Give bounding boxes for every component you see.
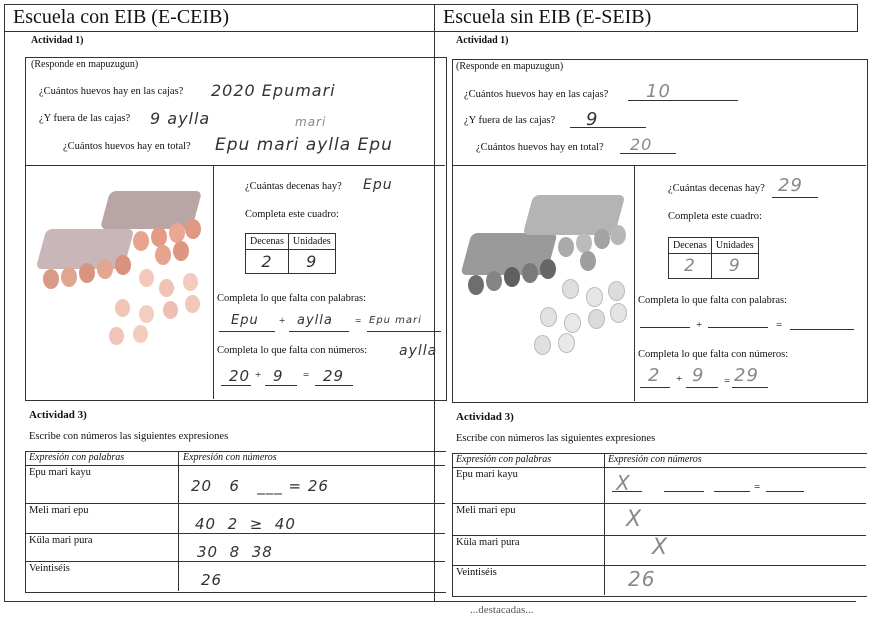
left-row1-words: Meli mari epu xyxy=(29,505,89,516)
right-val-unidades: 9 xyxy=(711,254,758,279)
left-decenas-answer: Epu xyxy=(363,177,393,193)
left-instruction: (Responde en mapuzugun) xyxy=(31,59,139,70)
right-instruction: (Responde en mapuzugun) xyxy=(456,61,564,72)
left-pal-plus: + xyxy=(279,315,286,327)
left-val-unidades: 9 xyxy=(288,250,335,274)
left-completa-cuadro: Completa este cuadro: xyxy=(245,209,339,220)
right-row2-words: Küla mari pura xyxy=(456,537,520,548)
right-num-c: 29 xyxy=(734,365,759,386)
right-pal-equals: = xyxy=(776,319,783,331)
left-q3: ¿Cuántos huevos hay en total? xyxy=(63,141,191,152)
left-eggs-image xyxy=(35,181,210,356)
left-pal-b: aylla xyxy=(297,313,333,328)
right-th-words: Expresión con palabras xyxy=(456,454,552,465)
left-num-c: 29 xyxy=(323,367,345,385)
right-q3: ¿Cuántos huevos hay en total? xyxy=(476,142,604,153)
right-row1-words: Meli mari epu xyxy=(456,505,516,516)
header-right-title: Escuela sin EIB (E-SEIB) xyxy=(443,6,652,28)
left-num-equals: = xyxy=(303,369,310,381)
right-q1-answer: 10 xyxy=(646,81,671,102)
right-decenas-unidades-table xyxy=(668,237,759,279)
left-row3-words: Veintiséis xyxy=(29,563,70,574)
right-row3-words: Veintiséis xyxy=(456,567,497,578)
right-col-decenas: Decenas xyxy=(669,238,712,254)
right-row0-words: Epu mari kayu xyxy=(456,469,518,480)
left-palabras-label: Completa lo que falta con palabras: xyxy=(217,293,366,304)
right-completa-cuadro: Completa este cuadro: xyxy=(668,211,762,222)
header-left-cell xyxy=(4,4,435,32)
left-num-b: 9 xyxy=(273,367,284,385)
left-val-decenas: 2 xyxy=(246,250,289,274)
right-numeros-label: Completa lo que falta con números: xyxy=(638,349,789,360)
left-th-words: Expresión con palabras xyxy=(29,452,125,463)
right-row0-answer: X xyxy=(616,471,631,495)
left-worksheet xyxy=(5,31,438,601)
left-num-a: 20 xyxy=(229,367,251,385)
header-left-title: Escuela con EIB (E-CEIB) xyxy=(13,6,230,28)
left-q1: ¿Cuántos huevos hay en las cajas? xyxy=(39,86,184,97)
right-pal-plus: + xyxy=(696,319,703,331)
bottom-border xyxy=(4,601,856,602)
left-q3-answer: Epu mari aylla Epu xyxy=(215,135,393,155)
right-th-numbers: Expresión con números xyxy=(608,454,702,465)
right-num-plus: + xyxy=(676,373,683,385)
right-row1-answer: X xyxy=(626,507,643,532)
left-col-unidades: Unidades xyxy=(288,234,335,250)
left-q2-faint: mari xyxy=(295,115,327,129)
left-pal-a: Epu xyxy=(231,313,259,328)
left-q1-answer: 2020 Epumari xyxy=(211,81,336,100)
right-act3-title: Actividad 3) xyxy=(456,411,514,423)
right-eggs-image xyxy=(462,183,632,363)
right-q1: ¿Cuántos huevos hay en las cajas? xyxy=(464,89,609,100)
left-q2-answer: 9 aylla xyxy=(150,109,211,128)
right-q3-answer: 20 xyxy=(630,135,653,154)
right-num-b: 9 xyxy=(692,365,705,386)
left-q2: ¿Y fuera de las cajas? xyxy=(39,113,131,124)
right-worksheet xyxy=(436,31,868,601)
right-num-a: 2 xyxy=(648,365,661,386)
right-row3-answer: 26 xyxy=(628,567,656,591)
right-act1-title: Actividad 1) xyxy=(456,35,509,46)
left-col-decenas: Decenas xyxy=(246,234,289,250)
left-row0-words: Epu mari kayu xyxy=(29,467,91,478)
footer-cut-text: ...destacadas... xyxy=(470,604,534,616)
right-palabras-label: Completa lo que falta con palabras: xyxy=(638,295,787,306)
left-row2-answer: 30 8 38 xyxy=(197,543,273,561)
left-pal-c: Epu mari xyxy=(369,315,422,326)
left-row1-answer: 40 2 ≥ 40 xyxy=(195,515,296,533)
left-row0-answer: 20 6 ___ = 26 xyxy=(191,477,329,495)
right-decenas-question: ¿Cuántas decenas hay? xyxy=(668,183,765,194)
left-numeros-label: Completa lo que falta con números: xyxy=(217,345,368,356)
right-val-decenas: 2 xyxy=(669,254,712,279)
left-num-plus: + xyxy=(255,369,262,381)
left-act3-instruction: Escribe con números las siguientes expresiones xyxy=(29,431,229,442)
right-q2: ¿Y fuera de las cajas? xyxy=(464,115,556,126)
right-row0-equals: = xyxy=(754,481,761,493)
right-num-equals: = xyxy=(724,375,731,387)
left-num-extra: aylla xyxy=(399,343,438,359)
left-row2-words: Küla mari pura xyxy=(29,535,93,546)
right-q2-answer: 9 xyxy=(586,109,599,130)
right-decenas-answer: 29 xyxy=(778,175,803,196)
left-act3-title: Actividad 3) xyxy=(29,409,87,421)
right-act3-instruction: Escribe con números las siguientes expresiones xyxy=(456,433,656,444)
left-row3-answer: 26 xyxy=(201,571,223,589)
left-decenas-unidades-table xyxy=(245,233,336,274)
left-decenas-question: ¿Cuántas decenas hay? xyxy=(245,181,342,192)
left-pal-equals: = xyxy=(355,315,362,327)
right-row2-answer: X xyxy=(652,535,669,560)
left-th-numbers: Expresión con números xyxy=(183,452,277,463)
header-right-cell xyxy=(434,4,858,32)
left-act1-title: Actividad 1) xyxy=(31,35,84,46)
right-col-unidades: Unidades xyxy=(711,238,758,254)
